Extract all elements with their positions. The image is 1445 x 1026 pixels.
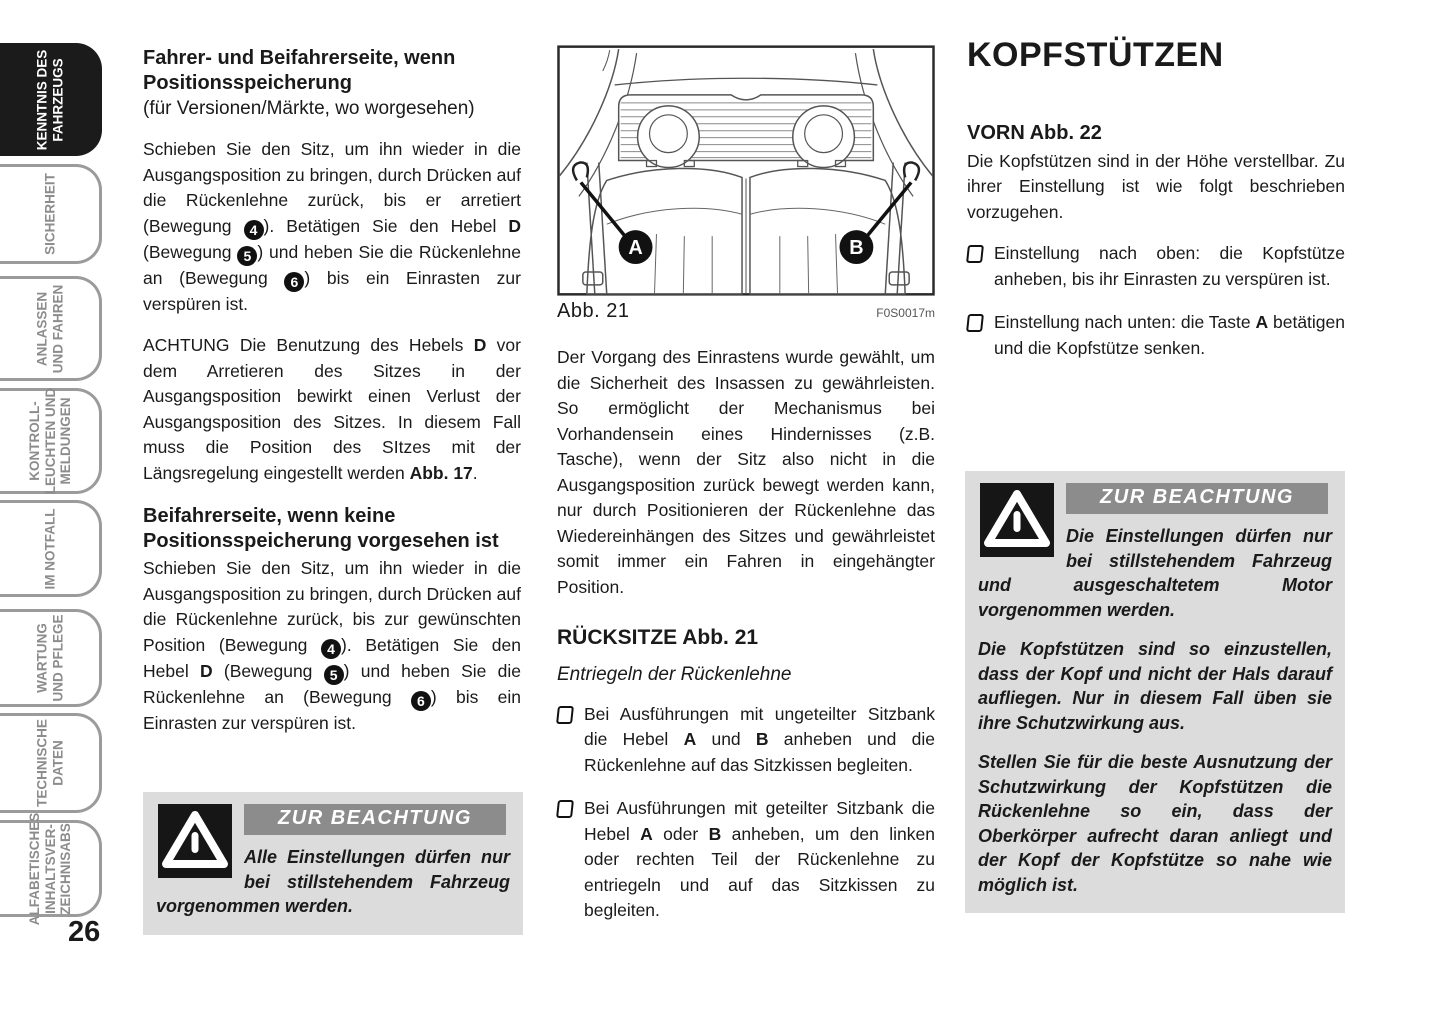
sidebar-item-kenntnis-des-fahrzeugs (0, 43, 102, 156)
warning-box-right (965, 471, 1345, 913)
warning-paragraphs (978, 524, 1332, 897)
section-subheading: (für Versionen/Märkte, wo worgesehen) (143, 98, 475, 119)
list-item (557, 796, 935, 924)
circled-number: 5 (237, 246, 257, 266)
list-item-text: Bei Ausführungen mit ungeteilter Sitzbank die Hebel A und B anheben und die Rückenlehne auf das Sitzkissen begleiten. (584, 703, 935, 775)
column-right (967, 36, 1345, 379)
warning-header: ZUR BEACHTUNG (1066, 483, 1328, 514)
page-title: KOPFSTÜTZEN (967, 36, 1224, 74)
sidebar-item-label: IM NOTFALL (41, 508, 57, 589)
sidebar-item-anlassen-und-fahren (0, 276, 102, 381)
square-bullet-icon (556, 706, 574, 724)
paragraph: Schieben Sie den Sitz, um ihn wieder in die Ausgangsposition zu bringen, durch Drücken auf die Rückenlehne zurück, bis zur gewünschten Position (Bewegung 4 ). Betätigen Sie den Hebel D (Bewegung 5 ) und heben Sie die Rückenlehne an (Bewegung 6 ) bis ein Einrasten zur verspüren ist. (143, 558, 521, 733)
figure-abb-21 (557, 45, 935, 323)
paragraph: Der Vorgang des Einrastens wurde gewählt, um die Sicherheit des Insassen zu gewährleisten. So ermöglicht der Mechanismus bei Vorhandensein eines Hindernisses (z.B. Tasche), wenn der Sitz also nicht in die Ausgangsposition zurück bewegt werden kann, nur durch Positionieren der Rückenlehne das Wiedereinhängen des Sitzes und gewährleistet somit immer ein Fahren in eingehängter Position. (557, 347, 935, 597)
section-heading-passenger-side: Beifahrerseite, wenn keine Positionsspeicherung vorgesehen ist (143, 505, 499, 552)
sidebar-item-label: SICHERHEIT (41, 173, 57, 255)
sidebar-item-label: KONTROLL- LEUCHTEN UND MELDUNGEN (26, 387, 73, 495)
warning-text: Stellen Sie für die beste Ausnutzung der Schutzwirkung der Kopfstützen die Rückenlehne so ein, dass der Oberkörper aufrecht daran anliegt und der Kopf der Kopfstütze so nahe wie möglich ist. (978, 752, 1332, 895)
circled-number: 4 (321, 639, 341, 659)
list-item (557, 702, 935, 779)
section-heading-ruecksitze: RÜCKSITZE Abb. 21 (557, 626, 759, 649)
figure-caption: Abb. 21 (557, 300, 630, 322)
sidebar-item-kontroll-leuchten-und-meldungen (0, 388, 102, 494)
section-heading-vorn: VORN Abb. 22 (967, 122, 1102, 144)
warning-text: Die Kopfstützen sind so einzustellen, dass der Kopf und nicht der Hals darauf aufliegen. Nur in diesem Fall üben sie ihre Schutzwirkung aus. (978, 639, 1332, 733)
list-item (967, 310, 1345, 361)
sidebar-item-wartung-und-pflege (0, 609, 102, 707)
lever-label-a: A (628, 237, 643, 260)
list-item-text: Einstellung nach oben: die Kopfstütze anheben, bis ihr Einrasten zu verspüren ist. (994, 243, 1345, 289)
circled-number: 5 (324, 665, 344, 685)
sidebar-item-technische-daten (0, 713, 102, 813)
warning-text: Die Einstellungen dürfen nur bei stillstehendem Fahrzeug und ausgeschaltetem Motor vorgenommen werden. (978, 526, 1332, 620)
figure-code: F0S0017m (876, 306, 935, 320)
rear-seat-illustration (557, 45, 935, 296)
sidebar-item-label: WARTUNG UND PFLEGE (34, 614, 65, 702)
warning-triangle-icon (980, 483, 1054, 557)
warning-text: Alle Einstellungen dürfen nur bei stillstehendem Fahrzeug vorgenommen werden. (156, 847, 510, 916)
page-number: 26 (68, 916, 101, 948)
list-item-text: Einstellung nach unten: die Taste A betätigen und die Kopfstütze senken. (994, 312, 1345, 358)
sidebar-item-im-notfall (0, 500, 102, 597)
square-bullet-icon (556, 800, 574, 818)
list-item (967, 241, 1345, 292)
sidebar-item-label: KENNTNIS DES FAHRZEUGS (34, 49, 65, 150)
column-left (143, 46, 521, 752)
warning-header: ZUR BEACHTUNG (244, 804, 506, 835)
sidebar-item-sicherheit (0, 164, 102, 264)
column-middle (557, 45, 935, 942)
section-heading-driver-passenger: Fahrer- und Beifahrerseite, wenn Positionsspeicherung (143, 47, 456, 94)
sidebar-item-alfabetisches-inhaltsverzeichnis (0, 812, 102, 925)
circled-number: 4 (244, 220, 264, 240)
sidebar-item-label: TECHNISCHE DATEN (34, 719, 65, 807)
paragraph: Schieben Sie den Sitz, um ihn wieder in die Ausgangsposition zu bringen, durch Drücken auf die Rückenlehne zurück, bis er arretiert (Bewegung 4 ). Betätigen Sie den Hebel D (Bewegung 5 ) und heben Sie die Rückenlehne an (Bewegung 6 ) bis ein Einrasten zur verspüren ist. (143, 139, 521, 314)
circled-number: 6 (284, 272, 304, 292)
sidebar-item-label: ANLASSEN UND FAHREN (34, 284, 65, 373)
circled-number: 6 (411, 691, 431, 711)
subheading-italic: Entriegeln der Rückenlehne (557, 663, 792, 685)
paragraph-achtung: ACHTUNG Die Benutzung des Hebels D vor dem Arretieren des Sitzes in der Ausgangsposition bewirkt einen Verlust der Ausgangsposition des Sitzes. In diesem Fall muss die Position des SItzes mit der Längsregelung eingestellt werden Abb. 17. (143, 335, 521, 483)
list-item-text: Bei Ausführungen mit geteilter Sitzbank die Hebel A oder B anheben, um den linken oder rechten Teil der Rückenlehne zu entriegeln und auf das Sitzkissen zu begleiten. (584, 798, 936, 920)
warning-box-left (143, 792, 523, 935)
paragraph: Die Kopfstützen sind in der Höhe verstellbar. Zu ihrer Einstellung ist wie folgt beschrieben vorzugehen. (967, 150, 1345, 222)
square-bullet-icon (966, 245, 984, 263)
lever-label-b: B (849, 237, 864, 260)
bullet-list (967, 241, 1345, 361)
bullet-list (557, 702, 935, 924)
warning-triangle-icon (158, 804, 232, 878)
square-bullet-icon (966, 314, 984, 332)
sidebar-item-label: ALFABETISCHES INHALTSVER- ZEICHNISABS (26, 812, 73, 925)
